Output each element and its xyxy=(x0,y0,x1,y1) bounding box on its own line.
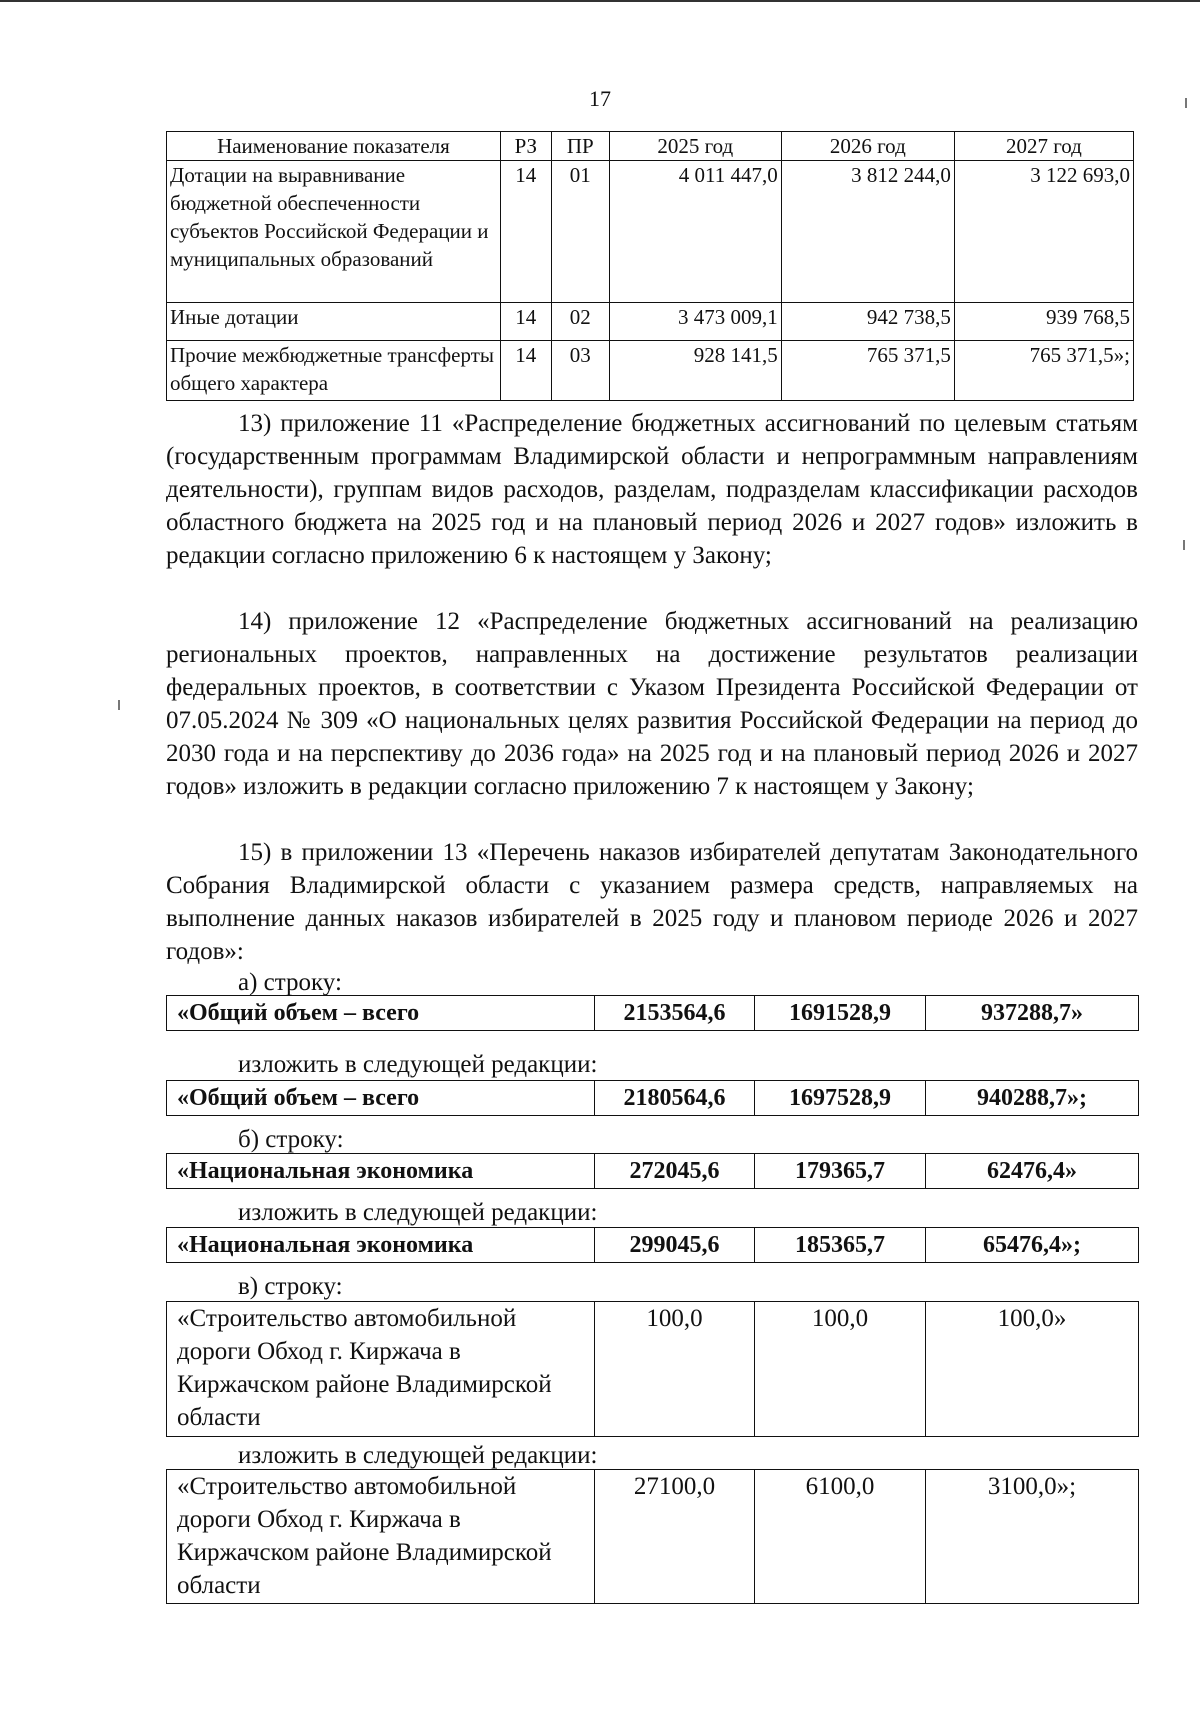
row-2027: 3 122 693,0 xyxy=(954,161,1133,303)
total-old-table xyxy=(166,995,1139,1031)
table-row xyxy=(167,1081,1139,1116)
total-new-table xyxy=(166,1080,1139,1116)
row-value-2026: 179365,7 xyxy=(755,1154,926,1189)
row-2025: 4 011 447,0 xyxy=(609,161,781,303)
row-value-2026: 100,0 xyxy=(755,1302,926,1437)
scan-mark xyxy=(1185,98,1187,108)
row-rz: 14 xyxy=(500,341,551,401)
row-pr: 02 xyxy=(551,303,609,341)
label-replace: изложить в следующей редакции: xyxy=(238,1051,598,1078)
row-2025: 3 473 009,1 xyxy=(609,303,781,341)
economy-new-table xyxy=(166,1227,1139,1263)
table-row xyxy=(167,996,1139,1031)
economy-old-table xyxy=(166,1153,1139,1189)
header-name: Наименование показателя xyxy=(167,132,501,161)
row-2026: 765 371,5 xyxy=(781,341,954,401)
table-row xyxy=(167,1302,1139,1437)
header-rz: РЗ xyxy=(500,132,551,161)
row-value-2027: 940288,7»; xyxy=(926,1081,1139,1116)
row-name: «Строительство автомобильной дороги Обход г. Киржача в Киржачском районе Владимирской области xyxy=(167,1470,595,1604)
scan-mark xyxy=(1183,540,1185,550)
row-value-2025: 299045,6 xyxy=(595,1228,755,1263)
table-row xyxy=(167,1228,1139,1263)
row-name: «Национальная экономика xyxy=(167,1228,595,1263)
table-row xyxy=(167,303,1134,341)
label-a: а) строку: xyxy=(238,969,342,996)
header-pr: ПР xyxy=(551,132,609,161)
header-2025: 2025 год xyxy=(609,132,781,161)
row-name: Иные дотации xyxy=(167,303,501,341)
header-2026: 2026 год xyxy=(781,132,954,161)
row-value-2027: 100,0» xyxy=(926,1302,1139,1437)
paragraph-15: 15) в приложении 13 «Перечень наказов избирателей депутатам Законодательного Собрания Владимирской области с указанием размера средств, направляемых на выполнение данных наказов избирателей в 2025 году и плановом периоде 2026 и 2027 годов»: xyxy=(166,839,1138,965)
row-value-2027: 65476,4»; xyxy=(926,1228,1139,1263)
row-pr: 03 xyxy=(551,341,609,401)
table-row xyxy=(167,341,1134,401)
header-2027: 2027 год xyxy=(954,132,1133,161)
row-value-2025: 27100,0 xyxy=(595,1470,755,1604)
paragraph-14: 14) приложение 12 «Распределение бюджетных ассигнований на реализацию региональных проектов, направленных на достижение результатов реализации федеральных проектов, в соответствии с Указом Президента Российской Федерации от 07.05.2024 № 309 «О национальных целях развития Российской Федерации на период до 2030 года и на перспективу до 2036 года» на 2025 год и на плановый период 2026 и 2027 годов» изложить в редакции согласно приложению 7 к настоящем у Закону; xyxy=(166,608,1138,800)
table-header-row xyxy=(167,132,1134,161)
scan-edge-line xyxy=(0,0,1200,2)
page-number: 17 xyxy=(589,86,611,111)
row-value-2025: 272045,6 xyxy=(595,1154,755,1189)
row-2025: 928 141,5 xyxy=(609,341,781,401)
paragraph-13: 13) приложение 11 «Распределение бюджетных ассигнований по целевым статьям (государственным программам Владимирской области и непрограммным направлениям деятельности), группам видов расходов, разделам, подразделам классификации расходов областного бюджета на 2025 год и на плановый период 2026 и 2027 годов» изложить в редакции согласно приложению 6 к настоящем у Закону; xyxy=(166,410,1138,569)
row-value-2025: 100,0 xyxy=(595,1302,755,1437)
row-value-2025: 2153564,6 xyxy=(595,996,755,1031)
row-name: «Общий объем – всего xyxy=(167,1081,595,1116)
row-pr: 01 xyxy=(551,161,609,303)
row-2026: 942 738,5 xyxy=(781,303,954,341)
label-v: в) строку: xyxy=(238,1273,343,1300)
scan-mark xyxy=(118,700,120,710)
row-value-2025: 2180564,6 xyxy=(595,1081,755,1116)
road-new-table xyxy=(166,1469,1139,1604)
row-value-2026: 1691528,9 xyxy=(755,996,926,1031)
budget-table xyxy=(166,131,1134,401)
label-replace: изложить в следующей редакции: xyxy=(238,1199,598,1226)
label-replace: изложить в следующей редакции: xyxy=(238,1442,598,1469)
row-name: Прочие межбюджетные трансферты общего характера xyxy=(167,341,501,401)
label-b: б) строку: xyxy=(238,1126,344,1153)
row-name: «Общий объем – всего xyxy=(167,996,595,1031)
row-value-2027: 62476,4» xyxy=(926,1154,1139,1189)
row-2027: 765 371,5»; xyxy=(954,341,1133,401)
row-value-2027: 3100,0»; xyxy=(926,1470,1139,1604)
road-old-table xyxy=(166,1301,1139,1437)
row-rz: 14 xyxy=(500,303,551,341)
table-row xyxy=(167,1470,1139,1604)
row-value-2027: 937288,7» xyxy=(926,996,1139,1031)
row-name: «Национальная экономика xyxy=(167,1154,595,1189)
row-value-2026: 6100,0 xyxy=(755,1470,926,1604)
row-rz: 14 xyxy=(500,161,551,303)
table-row xyxy=(167,1154,1139,1189)
table-row xyxy=(167,161,1134,303)
row-2027: 939 768,5 xyxy=(954,303,1133,341)
row-value-2026: 1697528,9 xyxy=(755,1081,926,1116)
row-2026: 3 812 244,0 xyxy=(781,161,954,303)
row-value-2026: 185365,7 xyxy=(755,1228,926,1263)
row-name: «Строительство автомобильной дороги Обход г. Киржача в Киржачском районе Владимирской области xyxy=(167,1302,595,1437)
row-name: Дотации на выравнивание бюджетной обеспеченности субъектов Российской Федерации и муниципальных образований xyxy=(167,161,501,303)
